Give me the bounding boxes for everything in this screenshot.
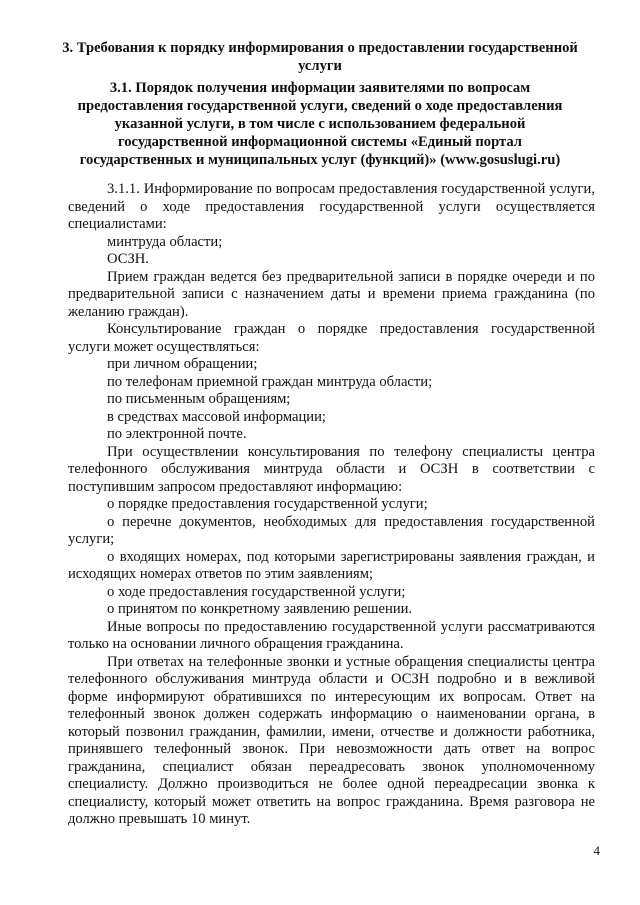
subsection-title: 3.1. Порядок получения информации заявителями по вопросам предоставления государственной услуги, сведений о ходе предоставления указанной услуги, в том числе с использованием федеральной государственной информационной системы «Единый портал государственных и муниципальных услуг (функций)» (www.gosuslugi.ru) [77,80,563,168]
list-item: ОСЗН. [107,251,149,267]
paragraph-3-1-1: 3.1.1. Информирование по вопросам предоставления государственной услуги, сведений о ходе предоставления государственной услуги осуществляется специалистами: [68,181,595,232]
list-item: по телефонам приемной граждан минтруда области; [107,373,433,390]
list-item: при личном обращении; [107,356,258,372]
section-title: 3. Требования к порядку информирования о предоставлении государственной услуги [62,40,578,74]
paragraph: При ответах на телефонные звонки и устные обращения специалисты центра телефонного обслуживания минтруда области и ОСЗН подробно и в вежливой форме информируют обратившихся по интересующим их вопросам. Ответ на телефонный звонок должен содержать информацию о наименовании органа, в который позвонил гражданин, фамилии, имени, отчестве и должности работника, принявшего телефонный звонок. При невозможности дать ответ на вопрос гражданина, специалист обязан переадресовать звонок уполномоченному специалисту. Должно производиться не более одной переадресации звонка к специалисту, который может ответить на вопрос гражданина. Время разговора не должно превышать 10 минут. [68,653,595,827]
list-item: о входящих номерах, под которыми зарегистрированы заявления граждан, и исходящих номерах ответов по этим заявлениям; [68,548,595,582]
list-item: о ходе предоставления государственной услуги; [107,583,406,600]
paragraph: Прием граждан ведется без предварительной записи в порядке очереди и по предварительной записи с назначением даты и времени приема гражданина (по желанию граждан). [68,268,595,320]
paragraph: Консультирование граждан о порядке предоставления государственной услуги может осуществляться: [68,321,595,355]
list-item: о перечне документов, необходимых для предоставления государственной услуги; [68,513,595,547]
list-item: о порядке предоставления государственной услуги; [107,496,428,512]
list-item: в средствах массовой информации; [107,408,326,425]
paragraph: Иные вопросы по предоставлению государственной услуги рассматриваются только на основании личного обращения гражданина. [68,618,595,652]
list-item: минтруда области; [107,233,223,250]
paragraph: При осуществлении консультирования по телефону специалисты центра телефонного обслуживания минтруда области и ОСЗН в соответствии с поступившим запросом предоставляют информацию: [68,443,595,495]
page-number: 4 [593,843,600,858]
list-item: по электронной почте. [107,426,247,442]
document-body [68,181,595,829]
list-item: по письменным обращениям; [107,391,291,407]
list-item: о принятом по конкретному заявлению решении. [107,601,413,617]
